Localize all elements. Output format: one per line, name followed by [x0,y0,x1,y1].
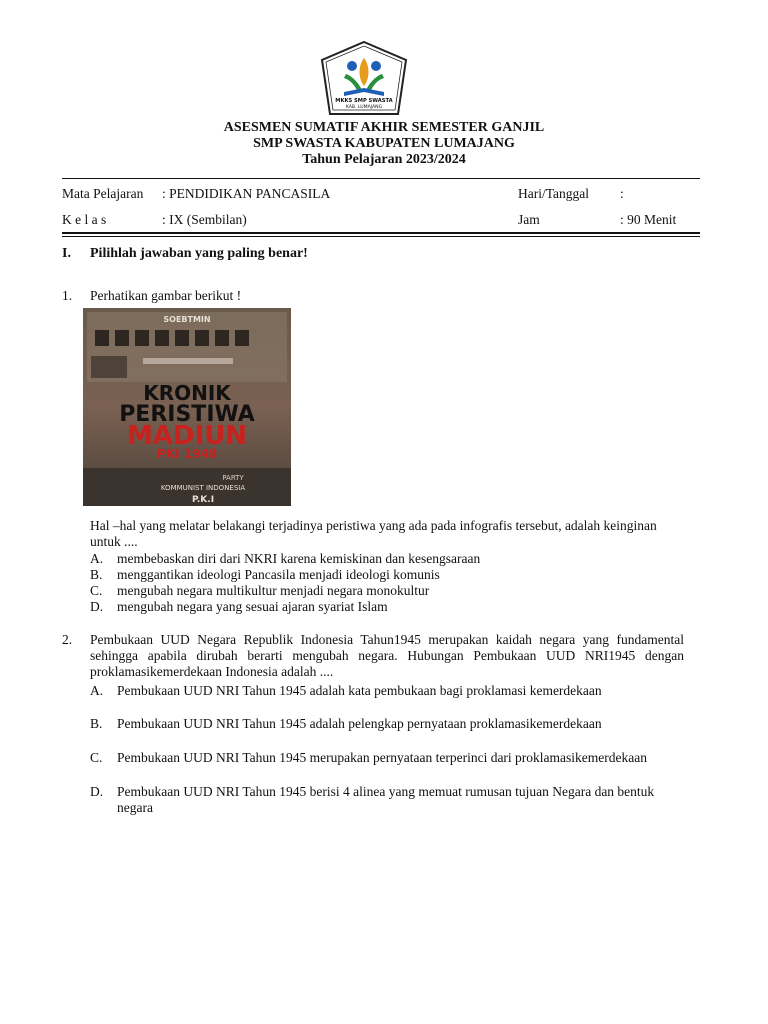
poster-title-pki: PKI 1948 [156,447,218,461]
school-shield-logo-icon [318,40,410,118]
poster-bottom-party: PARTY [222,474,244,482]
time-label: Jam [518,212,540,227]
option-letter: A. [90,683,104,698]
header-title: ASESMEN SUMATIF AKHIR SEMESTER GANJIL [223,120,545,135]
subject-value: : PENDIDIKAN PANCASILA [162,186,331,201]
option-text: menggantikan ideologi Pancasila menjadi ideologi komunis [117,567,440,582]
option-letter: C. [90,750,103,765]
poster-bottom-kommunist: KOMMUNIST INDONESIA [160,484,246,492]
header-divider [62,178,700,179]
meta-row-class [62,212,700,230]
option-text: mengubah negara multikultur menjadi negara monokultur [117,583,430,598]
option-text: Pembukaan UUD NRI Tahun 1945 adalah kata pembukaan bagi proklamasi kemerdekaan [117,683,602,698]
option-letter: B. [90,567,103,582]
meta-divider-thick [62,232,700,234]
subject-label: Mata Pelajaran [62,186,144,201]
option-text: membebaskan diri dari NKRI karena kemiskinan dan kesengsaraan [117,551,481,566]
meta-divider-thin [62,236,700,237]
section-number: I. [62,246,71,261]
kronik-peristiwa-madiun-poster-image [83,308,291,506]
question-2-number: 2. [62,632,73,647]
poster-top-text: SOEBTMIN [163,315,211,324]
day-label: Hari/Tanggal [518,186,590,201]
question-1-text: Hal –hal yang melatar belakangi terjadinya peristiwa yang ada pada infografis tersebut, adalah keinginan untuk .... [90,518,657,549]
header-school: SMP SWASTA KABUPATEN LUMAJANG [253,136,515,151]
question-1-prompt: Perhatikan gambar berikut ! [90,288,242,303]
logo-text-line2: KAB. LUMAJANG [345,105,383,110]
option-text: Pembukaan UUD NRI Tahun 1945 adalah pelengkap pernyataan proklamasikemerdekaan [117,716,602,731]
poster-bottom-pki: P.K.I [191,495,215,505]
question-2-text: Pembukaan UUD Negara Republik Indonesia Tahun1945 merupakan kaidah negara yang fundamental sehingga apabila dirubah berarti mengubah negara. Hubungan Pembukaan UUD NRI1945 dengan proklamasikemerdekaan Indonesia adalah .... [90,632,684,679]
option-text: Pembukaan UUD NRI Tahun 1945 merupakan pernyataan terperinci dari proklamasikemerdekaan [117,750,647,765]
poster-title-madiun: MADIUN [126,421,248,451]
exam-header [0,120,768,168]
time-value: : 90 Menit [620,212,677,227]
option-letter: D. [90,784,104,799]
option-letter: D. [90,599,104,614]
day-value: : [620,186,624,201]
class-value: : IX (Sembilan) [162,212,247,227]
option-letter: A. [90,551,104,566]
option-text: Pembukaan UUD NRI Tahun 1945 berisi 4 alinea yang memuat rumusan tujuan Negara dan bentuk negara [117,784,655,815]
option-letter: C. [90,583,103,598]
question-1-number: 1. [62,288,73,303]
poster-title-peristiwa: PERISTIWA [119,402,255,427]
meta-row-subject [62,186,700,204]
option-text: mengubah negara yang sesuai ajaran syariat Islam [117,599,388,614]
header-year: Tahun Pelajaran 2023/2024 [302,152,466,167]
section-instruction: Pilihlah jawaban yang paling benar! [90,246,308,261]
poster-title-kronik: KRONIK [143,381,231,405]
logo-text-line1: MKKS SMP SWASTA [335,98,393,104]
class-label: K e l a s [62,212,107,227]
option-letter: B. [90,716,103,731]
